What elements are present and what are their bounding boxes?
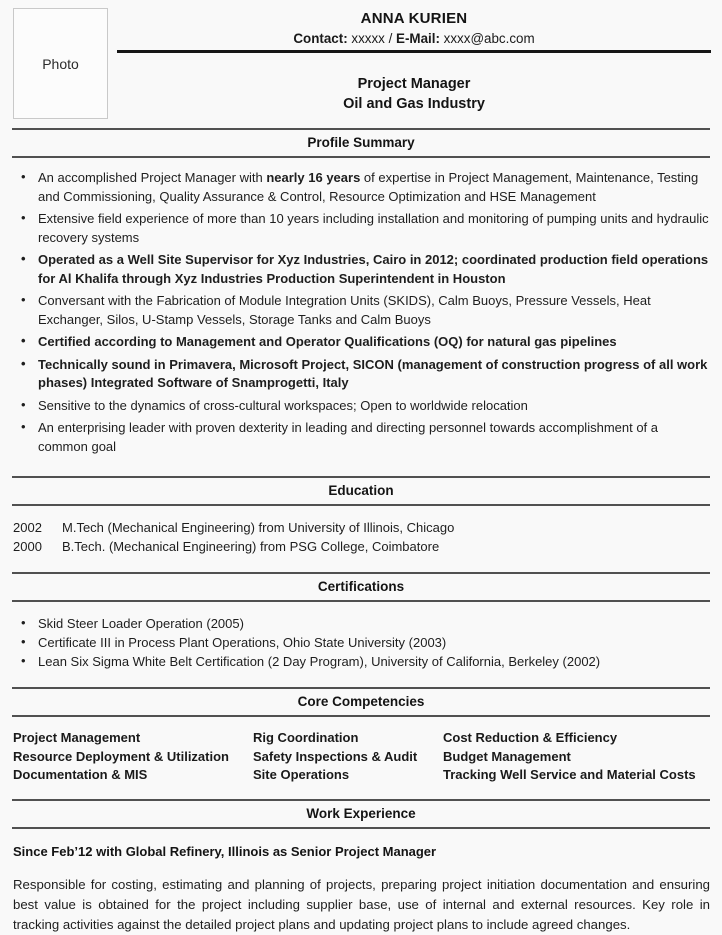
contact-line <box>117 29 711 48</box>
bullet-item <box>0 397 710 416</box>
education-row <box>13 518 710 537</box>
industry-title: Oil and Gas Industry <box>343 96 485 112</box>
bullet-marker: • <box>21 396 26 412</box>
email-value: xxxx@abc.com <box>439 31 535 46</box>
bullet-text: Extensive field experience of more than 10 years including installation and monitoring of pumping units and hydraulic recovery systems <box>38 211 709 245</box>
bullet-text: An enterprising leader with proven dexterity in leading and directing personnel towards accomplishment of a common goal <box>38 420 659 454</box>
bullet-item <box>0 169 710 206</box>
competency-item: Budget Management <box>443 748 571 764</box>
competency-item: Project Management <box>13 730 141 745</box>
bullet-item <box>0 333 710 352</box>
email-label: E-Mail: <box>396 31 440 46</box>
bullet-text: Conversant with the Fabrication of Module Integration Units (SKIDS), Calm Buoys, Pressure Vessels, Heat Exchanger, Silos, U-Stamp Vessels, Storage Tanks and Calm Buoys <box>38 293 651 327</box>
bullet-text-bold: nearly 16 years <box>266 170 361 185</box>
bullet-marker: • <box>21 292 26 307</box>
bullet-text: Sensitive to the dynamics of cross-cultural workspaces; Open to worldwide relocation <box>38 397 528 413</box>
competency-item: Resource Deployment & Utilization <box>13 748 229 764</box>
bullet-text: Technically sound in Primavera, Microsoft Project, SICON (management of construction progress of all work phases) Integrated Software of Snamprogetti, Italy <box>38 356 708 390</box>
certification-item <box>0 614 710 633</box>
education-row <box>13 537 710 556</box>
title-block <box>117 74 711 114</box>
competency-item: Site Operations <box>253 767 350 783</box>
bullet-marker: • <box>21 615 26 630</box>
education-year: 2002 <box>13 520 42 535</box>
section-heading-profile-summary: Profile Summary <box>12 128 710 158</box>
bullet-item <box>0 419 710 456</box>
competency-item: Cost Reduction & Efficiency <box>443 730 618 745</box>
bullet-marker: • <box>21 355 26 371</box>
bullet-text: Certified according to Management and Operator Qualifications (OQ) for natural gas pipelines <box>38 334 617 349</box>
bullet-item <box>0 356 710 393</box>
bullet-marker: • <box>21 333 26 348</box>
bullet-item <box>0 210 710 247</box>
education-text: B.Tech. (Mechanical Engineering) from PSG College, Coimbatore <box>62 539 440 554</box>
certification-text: Certificate III in Process Plant Operations, Ohio State University (2003) <box>38 635 447 650</box>
experience-role-line: Since Feb’12 with Global Refinery, Illinois as Senior Project Manager <box>13 843 437 859</box>
competency-item: Documentation & MIS <box>13 767 148 783</box>
competencies-column-3 <box>443 729 709 785</box>
bullet-text: An accomplished Project Manager with <box>38 170 267 185</box>
education-list <box>13 518 710 556</box>
section-heading-education: Education <box>12 476 710 506</box>
candidate-name: ANNA KURIEN <box>360 10 468 27</box>
bullet-marker: • <box>21 251 26 266</box>
competency-item: Safety Inspections & Audit <box>253 748 418 764</box>
job-title: Project Manager <box>357 76 471 92</box>
bullet-text: Operated as a Well Site Supervisor for Xyz Industries, Cairo in 2012; coordinated production field operations for Al Khalifa through Xyz Industries Production Superintendent in Houston <box>38 252 709 286</box>
bullet-marker: • <box>21 634 26 649</box>
section-heading-core-competencies: Core Competencies <box>12 687 710 717</box>
competency-item: Rig Coordination <box>253 730 359 745</box>
header <box>117 0 711 114</box>
header-divider-rule <box>117 50 711 53</box>
competencies-column-2 <box>253 729 443 785</box>
competencies-column-1 <box>13 729 253 785</box>
bullet-text: of expertise in Project Management, Maintenance, Testing and Commissioning, Quality Assurance & Control, Resource Optimization and HSE Management <box>38 170 699 204</box>
bullet-marker: • <box>21 169 26 184</box>
contact-value: xxxxx / <box>347 31 397 46</box>
competencies-grid <box>13 729 709 785</box>
education-text: M.Tech (Mechanical Engineering) from University of Illinois, Chicago <box>62 520 455 535</box>
experience-description: Responsible for costing, estimating and planning of projects, preparing project initiation documentation and ensuring best value is obtained for the project including supplier base, use of internal and external resources. Key role in tracking activities against the detailed project plans and updating project plans to include agreed changes. <box>13 876 710 932</box>
profile-bullet-list <box>0 169 710 456</box>
section-heading-certifications: Certifications <box>12 572 710 602</box>
bullet-marker: • <box>21 653 26 668</box>
bullet-item <box>0 292 710 329</box>
photo-label: Photo <box>42 55 79 72</box>
education-year: 2000 <box>13 539 42 554</box>
bullet-marker: • <box>21 210 26 225</box>
bullet-item <box>0 251 710 288</box>
contact-label: Contact: <box>293 31 348 46</box>
certification-text: Lean Six Sigma White Belt Certification (2 Day Program), University of California, Berkeley (2002) <box>38 654 601 669</box>
section-heading-work-experience: Work Experience <box>12 799 710 829</box>
bullet-marker: • <box>21 419 26 434</box>
certification-item <box>0 652 710 671</box>
photo-placeholder <box>13 8 108 119</box>
certification-text: Skid Steer Loader Operation (2005) <box>38 616 244 631</box>
certification-item <box>0 633 710 652</box>
certifications-list <box>0 614 710 671</box>
competency-item: Tracking Well Service and Material Costs <box>443 767 696 783</box>
